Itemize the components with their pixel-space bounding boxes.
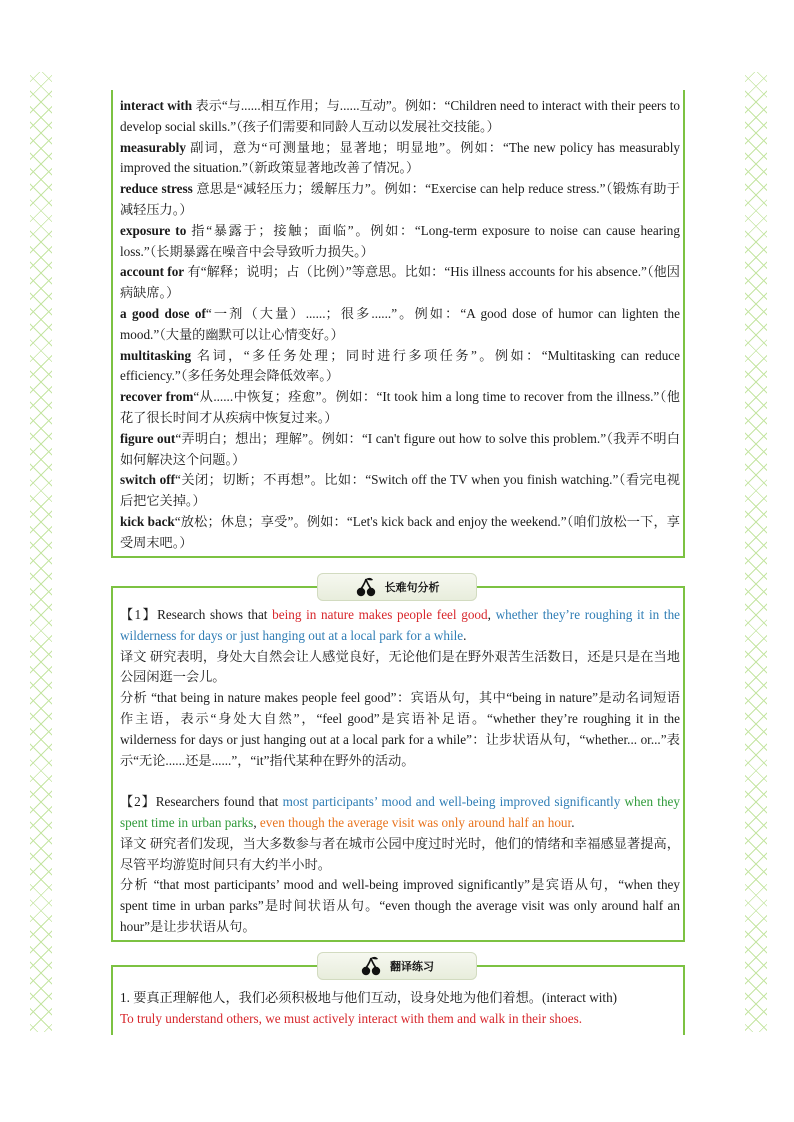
vocab-item: [120, 429, 680, 471]
highlight-concessive-clause: even though the average visit was only around half an hour: [259, 814, 572, 830]
vocab-term: multitasking: [120, 347, 192, 363]
vocab-term: kick back: [120, 513, 175, 529]
vocab-term: figure out: [120, 430, 176, 446]
sentence-1-analysis: 分析 “that being in nature makes people feel good”：宾语从句，其中“being in nature”是动名词短语作主语，表示“身处大自然”，“feel good”是宾语补足语。“whether they’re roughing it in the wilderness for days or just hanging out at a local park for a while”：让步状语从句，“whether... or...”表示“无论......还是......”，“it”指代某种在野外的活动。: [120, 690, 680, 768]
sentence-2-analysis: 分析 “that most participants’ mood and well-being improved significantly”是宾语从句，“when they spent time in urban parks”是时间状语从句。“even though the average visit was only around half an hour”是让步状语从句。: [120, 877, 680, 934]
section-header-sentence-analysis: [317, 573, 477, 601]
vocab-term: switch off: [120, 472, 176, 488]
section-title: 长难句分析: [384, 581, 440, 594]
punct: ,: [487, 607, 496, 622]
section-title: 翻译练习: [390, 960, 434, 973]
sentence-analysis-content: [120, 605, 680, 938]
sentence-1: [120, 605, 680, 647]
cherry-icon: [360, 955, 382, 977]
sentence-2-translation: 译文 研究者们发现，当大多数参与者在城市公园中度过时光时，他们的情绪和幸福感显著提高，尽管平均游览时间只有大约半小时。: [120, 835, 680, 872]
vocab-term: a good dose of: [120, 305, 206, 321]
vocab-item: [120, 221, 680, 263]
highlight-concessive-clause: whether they’re roughing it in the wilderness for days or just hanging out at a local park for a while: [120, 607, 681, 643]
vocab-desc: 名词，“多任务处理；同时进行多项任务”。例如：“Multitasking can reduce efficiency.”（多任务处理会降低效率。）: [120, 347, 680, 384]
vocab-item: [120, 346, 680, 388]
left-decorative-border: [30, 72, 52, 1032]
vocab-item: [120, 304, 680, 346]
vocab-desc: “放松；休息；享受”。例如：“Let's kick back and enjoy the weekend.”（咱们放松一下，享受周末吧。）: [120, 513, 680, 550]
vocab-item: [120, 470, 680, 512]
highlight-time-clause: when they spent time in urban parks: [120, 794, 681, 830]
sentence-lead: 【2】Researchers found that: [120, 794, 283, 810]
vocab-desc: “关闭；切断；不再想”。比如：“Switch off the TV when you finish watching.”（看完电视后把它关掉。）: [120, 472, 680, 509]
translation-content: [120, 988, 680, 1030]
vocab-desc: 表示“与......相互作用；与......互动”。例如：“Children need to interact with their peers to develop social skills.”（孩子们需要和同龄人互动以发展社交技能。）: [120, 98, 680, 134]
highlight-object-clause: most participants’ mood and well-being improved significantly: [282, 794, 621, 810]
sentence-2: [120, 792, 680, 834]
vocab-list: [120, 96, 680, 554]
vocab-item: [120, 512, 680, 554]
sentence-1-translation: 译文 研究表明，身处大自然会让人感觉良好，无论他们是在野外艰苦生活数日，还是只是在当地公园闲逛一会儿。: [120, 648, 680, 685]
vocab-desc: “一剂（大量）......；很多......”。例如：“A good dose of humor can lighten the mood.”（大量的幽默可以让心情变好。）: [120, 305, 681, 342]
vocab-term: account for: [120, 264, 185, 280]
section-header-translation: [317, 952, 477, 980]
vocab-desc: 意思是“减轻压力；缓解压力”。例如：“Exercise can help reduce stress.”（锻炼有助于减轻压力。）: [120, 181, 680, 217]
vocab-item: [120, 96, 680, 138]
vocab-term: recover from: [120, 389, 194, 405]
vocab-term: measurably: [120, 139, 186, 155]
vocab-desc: 副词，意为“可测量地；显著地；明显地”。例如：“The new policy has measurably improved the situation.”（新政策显著地改善了情况。）: [120, 139, 680, 176]
cherry-icon: [355, 576, 377, 598]
vocab-desc: “弄明白；想出；理解”。例如：“I can't figure out how to solve this problem.”（我弄不明白如何解决这个问题。）: [120, 430, 680, 467]
sentence-lead: 【1】Research shows that: [120, 607, 273, 622]
vocab-item: [120, 387, 680, 429]
vocab-term: interact with: [120, 98, 193, 113]
vocab-desc: 指“暴露于；接触；面临”。例如：“Long-term exposure to noise can cause hearing loss.”（长期暴露在噪音中会导致听力损失。）: [120, 222, 680, 259]
highlight-object-clause: being in nature makes people feel good: [272, 607, 488, 622]
vocab-desc: 有“解释；说明；占（比例）”等意思。比如：“His illness accounts for his absence.”（他因病缺席。）: [120, 264, 680, 301]
vocab-desc: “从......中恢复；痊愈”。例如：“It took him a long time to recover from the illness.”（他花了很长时间才从疾病中恢复过来。）: [120, 389, 680, 425]
punct: ,: [253, 814, 260, 830]
spacer: [120, 771, 680, 792]
vocab-item: [120, 179, 680, 221]
punct: .: [571, 814, 575, 830]
vocab-item: [120, 138, 680, 180]
punct: .: [463, 627, 467, 643]
vocab-term: exposure to: [120, 222, 187, 238]
vocab-item: [120, 262, 680, 304]
translation-question: 1. 要真正理解他人，我们必须积极地与他们互动，设身处地为他们着想。(interact with): [120, 990, 618, 1005]
vocab-term: reduce stress: [120, 181, 193, 197]
right-decorative-border: [745, 72, 767, 1032]
translation-answer: To truly understand others, we must actively interact with them and walk in their shoes.: [120, 1010, 582, 1026]
